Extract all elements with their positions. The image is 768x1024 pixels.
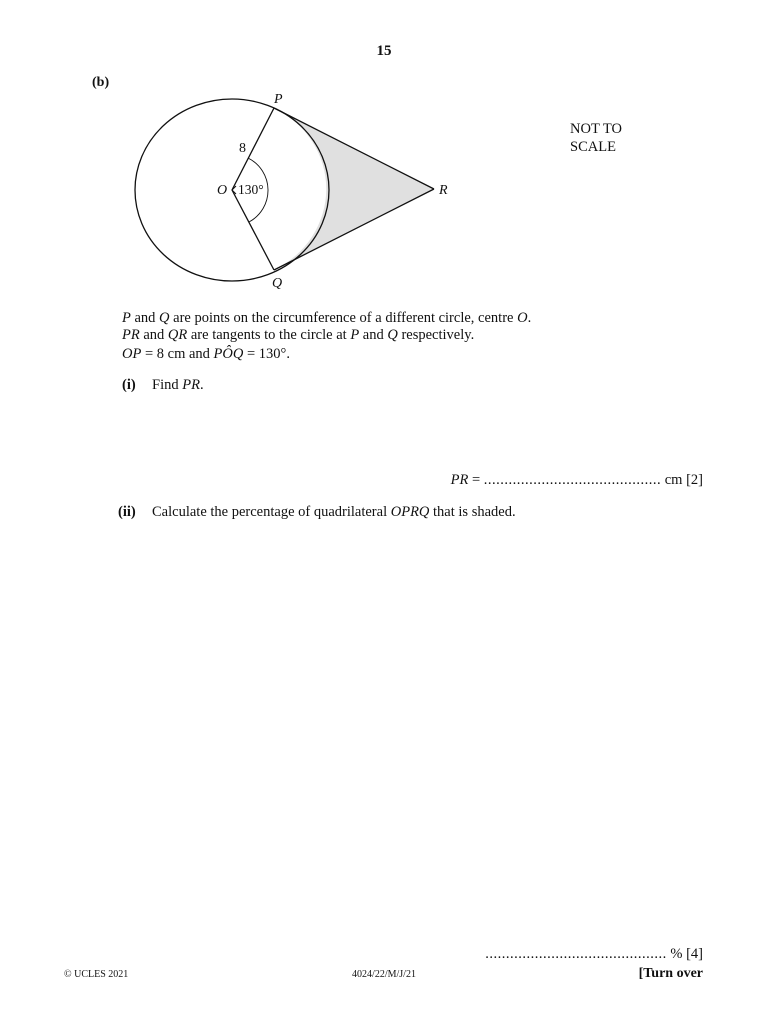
question-ii-label: (ii) <box>118 504 136 520</box>
part-label: (b) <box>92 75 110 90</box>
question-ii-prefix: Calculate the percentage of quadrilateral <box>152 504 391 520</box>
stmt1-end: . <box>527 310 532 326</box>
label-p: P <box>274 92 283 107</box>
answer-ii-unit: % [4] <box>666 946 703 962</box>
label-angle: 130° <box>238 182 264 197</box>
label-o: O <box>217 183 228 198</box>
answer-i-eq: = <box>468 472 484 488</box>
answer-i-space[interactable]: ........................................... <box>483 472 662 488</box>
statement-line-3 <box>122 346 290 363</box>
not-to-scale-note <box>570 120 622 156</box>
stmt1-q: Q <box>159 310 170 326</box>
question-i-end: . <box>199 377 204 393</box>
turn-over: [Turn over <box>638 966 703 981</box>
answer-line-ii <box>485 946 703 963</box>
shaded-region <box>274 108 434 270</box>
circle-tangent-diagram <box>0 0 768 300</box>
stmt2-qr: QR <box>167 327 188 343</box>
not-to-scale-line2: SCALE <box>570 139 616 155</box>
question-ii-text <box>152 504 516 521</box>
stmt3-text: = 8 cm and <box>141 346 214 362</box>
question-ii-oprq: OPRQ <box>390 504 430 520</box>
stmt2-and2: and <box>359 327 388 343</box>
answer-line-i <box>451 472 703 489</box>
label-r: R <box>439 183 448 198</box>
not-to-scale-line1: NOT TO <box>570 121 622 137</box>
stmt2-text: are tangents to the circle at <box>187 327 351 343</box>
question-i-pr: PR <box>182 377 200 393</box>
stmt3-op: OP <box>122 346 142 362</box>
stmt2-pr: PR <box>122 327 140 343</box>
question-i-label: (i) <box>122 377 136 393</box>
radius-oq <box>232 190 274 270</box>
footer-copyright: © UCLES 2021 <box>64 969 129 980</box>
stmt1-p: P <box>122 310 131 326</box>
page-number: 15 <box>376 43 392 59</box>
statement-line-1 <box>122 310 531 327</box>
stmt2-p: P <box>350 327 360 343</box>
answer-ii-space[interactable]: ............................................ <box>485 946 667 962</box>
question-i-text <box>152 377 204 394</box>
stmt2-end: respectively. <box>397 327 475 343</box>
label-q: Q <box>272 276 283 291</box>
question-ii-end: that is shaded. <box>429 504 516 520</box>
stmt1-and: and <box>130 310 160 326</box>
stmt3-angle: PÔQ <box>213 346 244 362</box>
question-i-prefix: Find <box>152 377 183 393</box>
footer-code: 4024/22/M/J/21 <box>352 969 416 980</box>
label-radius: 8 <box>239 141 246 156</box>
stmt1-o: O <box>517 310 528 326</box>
stmt1-text: are points on the circumference of a different circle, centre <box>169 310 518 326</box>
stmt2-q: Q <box>387 327 398 343</box>
diagram-geometry <box>135 99 434 281</box>
statement-line-2 <box>122 327 474 344</box>
stmt2-and: and <box>139 327 168 343</box>
answer-i-unit: cm [2] <box>661 472 703 488</box>
answer-i-pr: PR <box>450 472 469 488</box>
stmt3-end: = 130°. <box>243 346 290 362</box>
